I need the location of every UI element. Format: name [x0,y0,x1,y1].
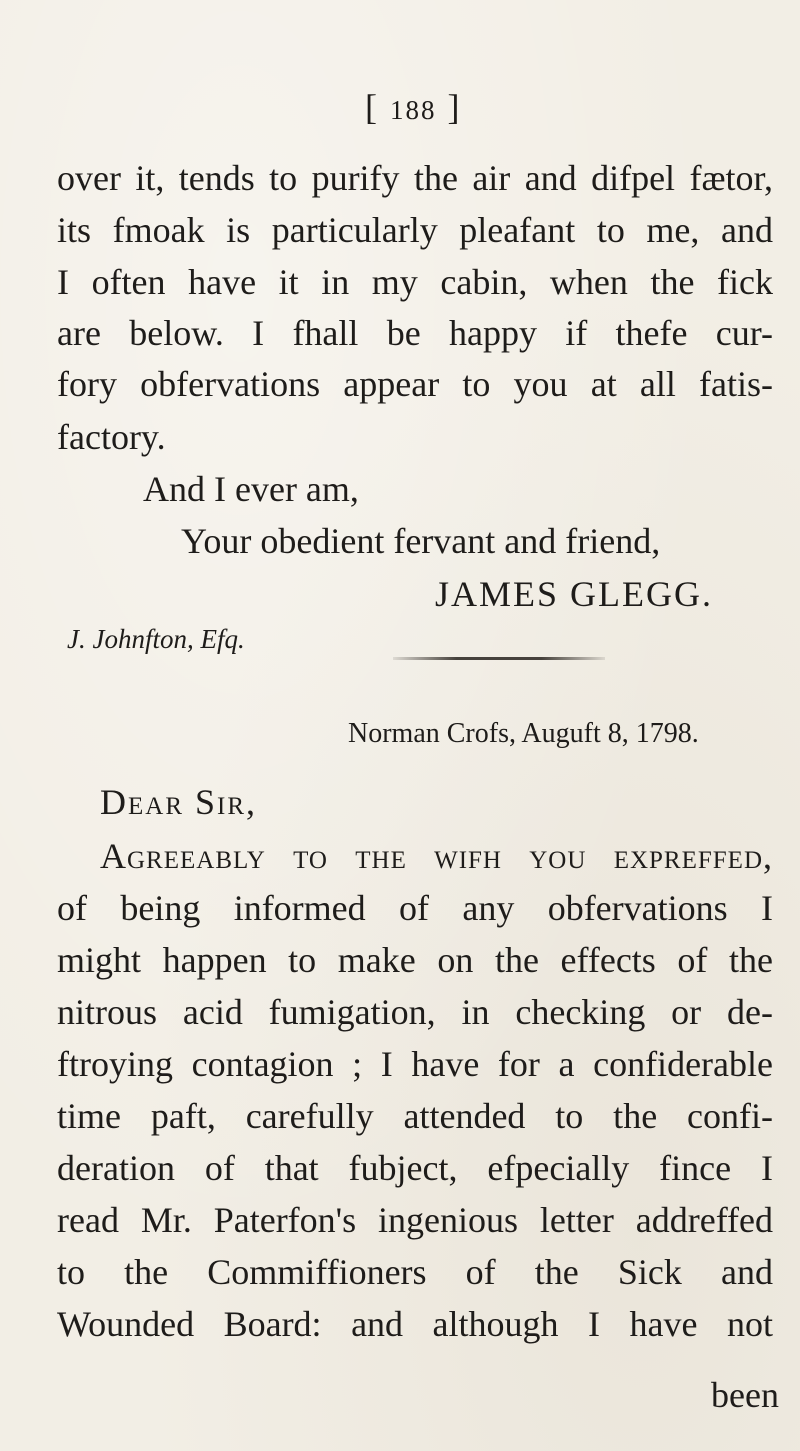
letter-addressee: J. Johnfton, Efq. [67,624,245,654]
letter-closing: And I ever am, [143,469,359,509]
text-line: are below. I fhall be happy if thefe cur- [57,313,773,353]
text-line: might happen to make on the effects of the [57,940,773,980]
letter-dateline: Norman Crofs, Auguft 8, 1798. [348,718,699,749]
text-line: its fmoak is particularly pleafant to me, and [57,210,773,250]
text-line-content: Agreeably to the wifh you expreffed, [100,836,773,876]
text-line: over it, tends to purify the air and difpel fætor, [57,158,773,198]
text-line: factory. [57,417,166,457]
catchword: been [711,1375,779,1415]
text-line: nitrous acid fumigation, in checking or de- [57,992,773,1032]
text-line: time paft, carefully attended to the confi- [57,1096,773,1136]
section-divider [393,657,605,660]
text-line: to the Commiffioners of the Sick and [57,1252,773,1292]
letter-closing-valediction: Your obedient fervant and friend, [181,521,661,561]
text-line [100,834,773,878]
page-number: [ 188 ] [365,87,462,127]
text-line: of being informed of any obfervations I [57,888,773,928]
letter-signature: JAMES GLEGG. [435,574,714,614]
text-line: read Mr. Paterfon's ingenious letter addreffed [57,1200,773,1240]
text-line: Wounded Board: and although I have not [57,1304,773,1344]
text-line: deration of that fubject, efpecially fince I [57,1148,773,1188]
text-line: fory obfervations appear to you at all fatis- [57,364,773,404]
text-line: I often have it in my cabin, when the fick [57,262,773,302]
letter-salutation: Dear Sir, [100,782,258,822]
text-line: ftroying contagion ; I have for a confiderable [57,1044,773,1084]
